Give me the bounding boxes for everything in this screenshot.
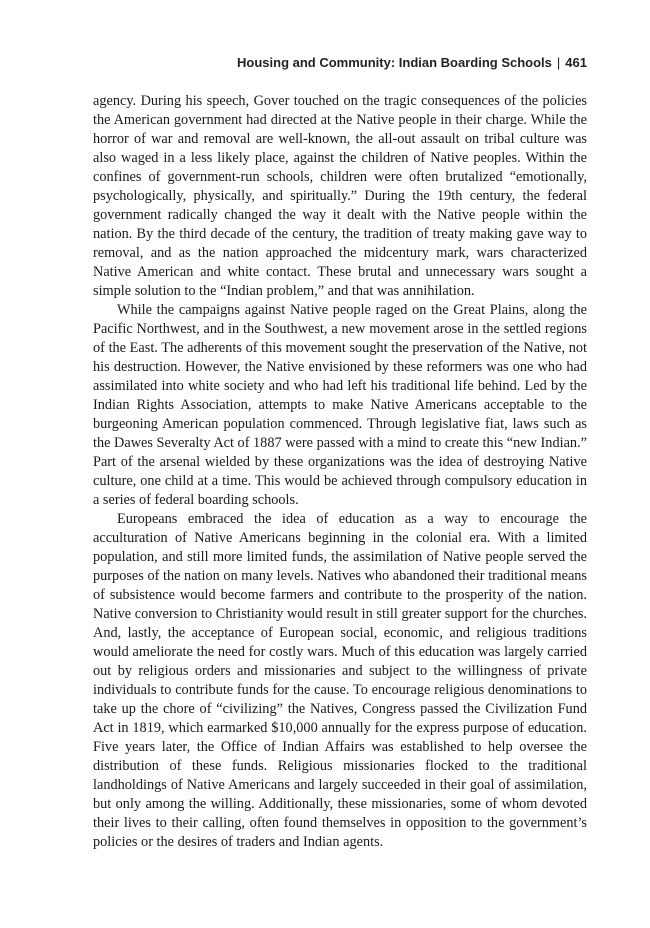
page-number: 461: [565, 55, 587, 70]
header-separator: |: [556, 55, 561, 70]
body-text: [93, 92, 587, 852]
running-header: [93, 55, 587, 70]
paragraph-3: Europeans embraced the idea of education as a way to encourage the acculturation of Native Americans beginning in the colonial era. With a limited population, and still more limited funds, the assimilation of Native people served the purposes of the nation on many levels. Natives who abandoned their traditional means of subsistence would become farmers and contribute to the prosperity of the nation. Native conversion to Christianity would result in still greater support for the churches. And, lastly, the acceptance of European social, economic, and religious traditions would ameliorate the need for costly wars. Much of this education was largely carried out by religious orders and missionaries and subject to the willingness of private individuals to contribute funds for the cause. To encourage religious denominations to take up the chore of “civilizing” the Natives, Congress passed the Civilization Fund Act in 1819, which earmarked $10,000 annually for the express purpose of education. Five years later, the Office of Indian Affairs was established to help oversee the distribution of these funds. Religious missionaries flocked to the traditional landholdings of Native Americans and largely succeeded in their goal of assimilation, but only among the willing. Additionally, these missionaries, some of whom devoted their lives to their calling, often found themselves in opposition to the government’s policies or the desires of traders and Indian agents.: [93, 511, 587, 850]
running-header-title: Housing and Community: Indian Boarding Schools: [237, 55, 552, 70]
paragraph-1: agency. During his speech, Gover touched on the tragic consequences of the policies the American government had directed at the Native people in their charge. While the horror of war and removal are well-known, the all-out assault on tribal culture was also waged in a less likely place, against the children of Native peoples. Within the confines of government-run schools, children were often brutalized “emotionally, psychologically, physically, and spiritually.” During the 19th century, the federal government radically changed the way it dealt with the Native people within the nation. By the third decade of the century, the tradition of treaty making gave way to removal, and as the nation approached the midcentury mark, wars characterized Native American and white contact. These brutal and unnecessary wars sought a simple solution to the “Indian problem,” and that was annihilation.: [93, 93, 587, 299]
paragraph-2: While the campaigns against Native people raged on the Great Plains, along the Pacific Northwest, and in the Southwest, a new movement arose in the settled regions of the East. The adherents of this movement sought the preservation of the Native, not his destruction. However, the Native envisioned by these reformers was one who had assimilated into white society and who had left his traditional life behind. Led by the Indian Rights Association, attempts to make Native Americans acceptable to the burgeoning American population commenced. Through legislative fiat, laws such as the Dawes Severalty Act of 1887 were passed with a mind to create this “new Indian.” Part of the arsenal wielded by these organizations was the idea of destroying Native culture, one child at a time. This would be achieved through compulsory education in a series of federal boarding schools.: [93, 302, 587, 508]
